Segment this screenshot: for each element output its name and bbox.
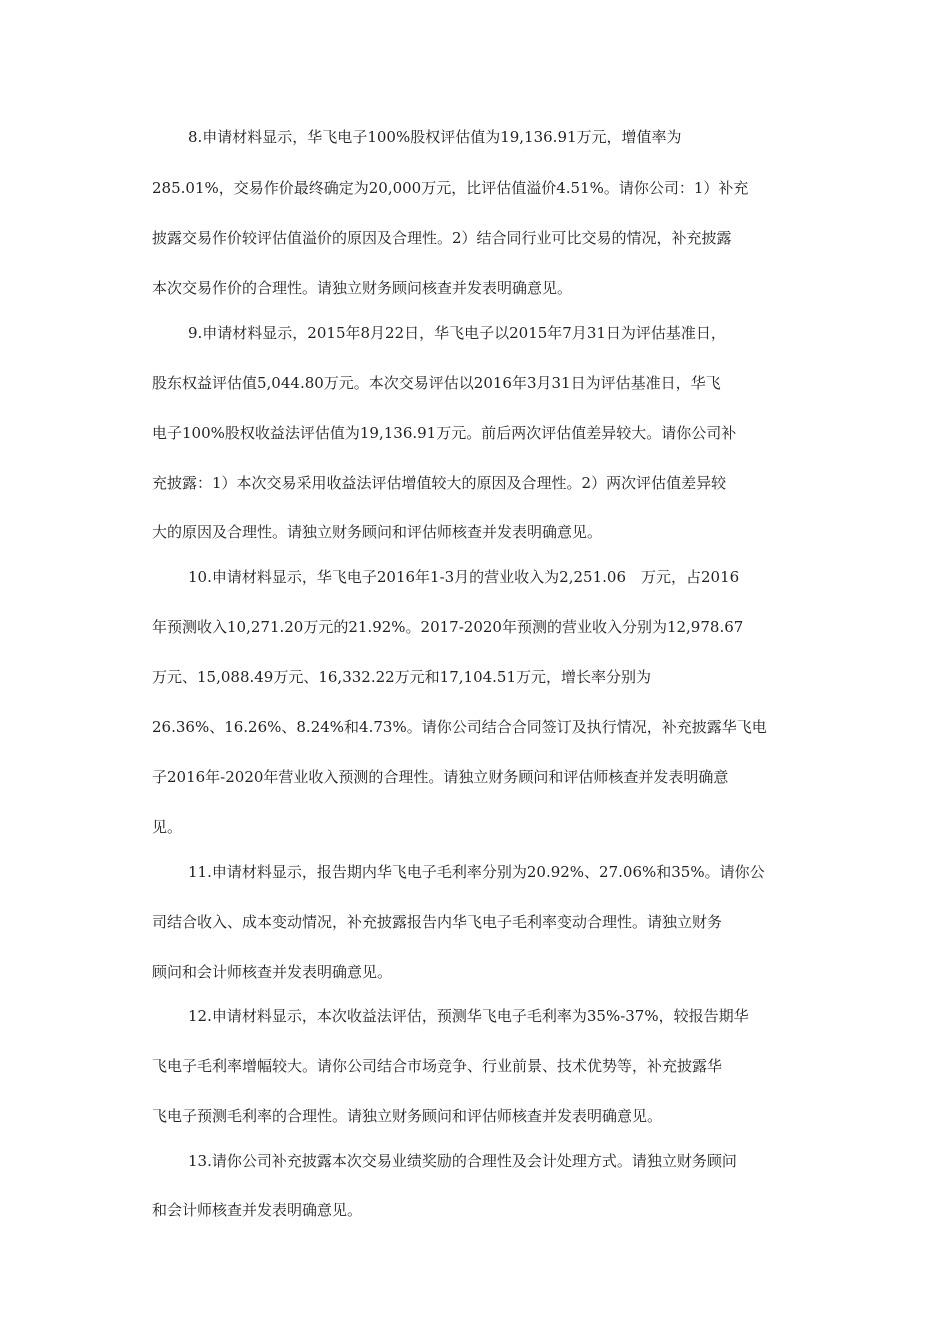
paragraph-8-line-1: 8.申请材料显示，华飞电子100%股权评估值为19,136.91万元，增值率为: [188, 128, 682, 146]
paragraph-9-line-3: 电子100%股权收益法评估值为19,136.91万元。前后两次评估值差异较大。请你公司补: [152, 424, 737, 442]
paragraph-12-line-3: 飞电子预测毛利率的合理性。请独立财务顾问和评估师核查并发表明确意见。: [152, 1107, 663, 1125]
paragraph-8-line-3: 披露交易作价较评估值溢价的原因及合理性。2）结合同行业可比交易的情况，补充披露: [152, 229, 732, 247]
paragraph-13-line-1: 13.请你公司补充披露本次交易业绩奖励的合理性及会计处理方式。请独立财务顾问: [188, 1152, 737, 1170]
paragraph-9-line-2: 股东权益评估值5,044.80万元。本次交易评估以2016年3月31日为评估基准日，华飞: [152, 374, 721, 392]
paragraph-8-line-4: 本次交易作价的合理性。请独立财务顾问核查并发表明确意见。: [152, 279, 573, 297]
paragraph-11-line-2: 司结合收入、成本变动情况，补充披露报告内华飞电子毛利率变动合理性。请独立财务: [152, 913, 723, 931]
paragraph-12-line-1: 12.申请材料显示，本次收益法评估，预测华飞电子毛利率为35%-37%，较报告期华: [188, 1007, 749, 1025]
paragraph-10-line-5: 子2016年-2020年营业收入预测的合理性。请独立财务顾问和评估师核查并发表明确意: [152, 768, 729, 786]
paragraph-13-line-2: 和会计师核查并发表明确意见。: [152, 1201, 363, 1219]
paragraph-9-line-5: 大的原因及合理性。请独立财务顾问和评估师核查并发表明确意见。: [152, 523, 603, 541]
paragraph-10-line-1: 10.申请材料显示，华飞电子2016年1-3月的营业收入为2,251.06 万元，占2016: [188, 568, 740, 586]
paragraph-11-line-1: 11.申请材料显示，报告期内华飞电子毛利率分别为20.92%、27.06%和35%。请你公: [188, 863, 765, 881]
paragraph-11-line-3: 顾问和会计师核查并发表明确意见。: [152, 963, 393, 981]
paragraph-9-line-1: 9.申请材料显示，2015年8月22日，华飞电子以2015年7月31日为评估基准日，: [188, 324, 726, 342]
paragraph-10-line-3: 万元、15,088.49万元、16,332.22万元和17,104.51万元，增长率分别为: [152, 668, 652, 686]
paragraph-12-line-2: 飞电子毛利率增幅较大。请你公司结合市场竞争、行业前景、技术优势等，补充披露华: [152, 1057, 723, 1075]
paragraph-8-line-2: 285.01%，交易作价最终确定为20,000万元，比评估值溢价4.51%。请你公司：1）补充: [152, 179, 749, 197]
paragraph-10-line-2: 年预测收入10,271.20万元的21.92%。2017-2020年预测的营业收入分别为12,978.67: [152, 618, 744, 636]
paragraph-9-line-4: 充披露：1）本次交易采用收益法评估增值较大的原因及合理性。2）两次评估值差异较: [152, 474, 727, 492]
paragraph-10-line-6: 见。: [152, 818, 183, 836]
paragraph-10-line-4: 26.36%、16.26%、8.24%和4.73%。请你公司结合合同签订及执行情况，补充披露华飞电: [152, 718, 767, 736]
